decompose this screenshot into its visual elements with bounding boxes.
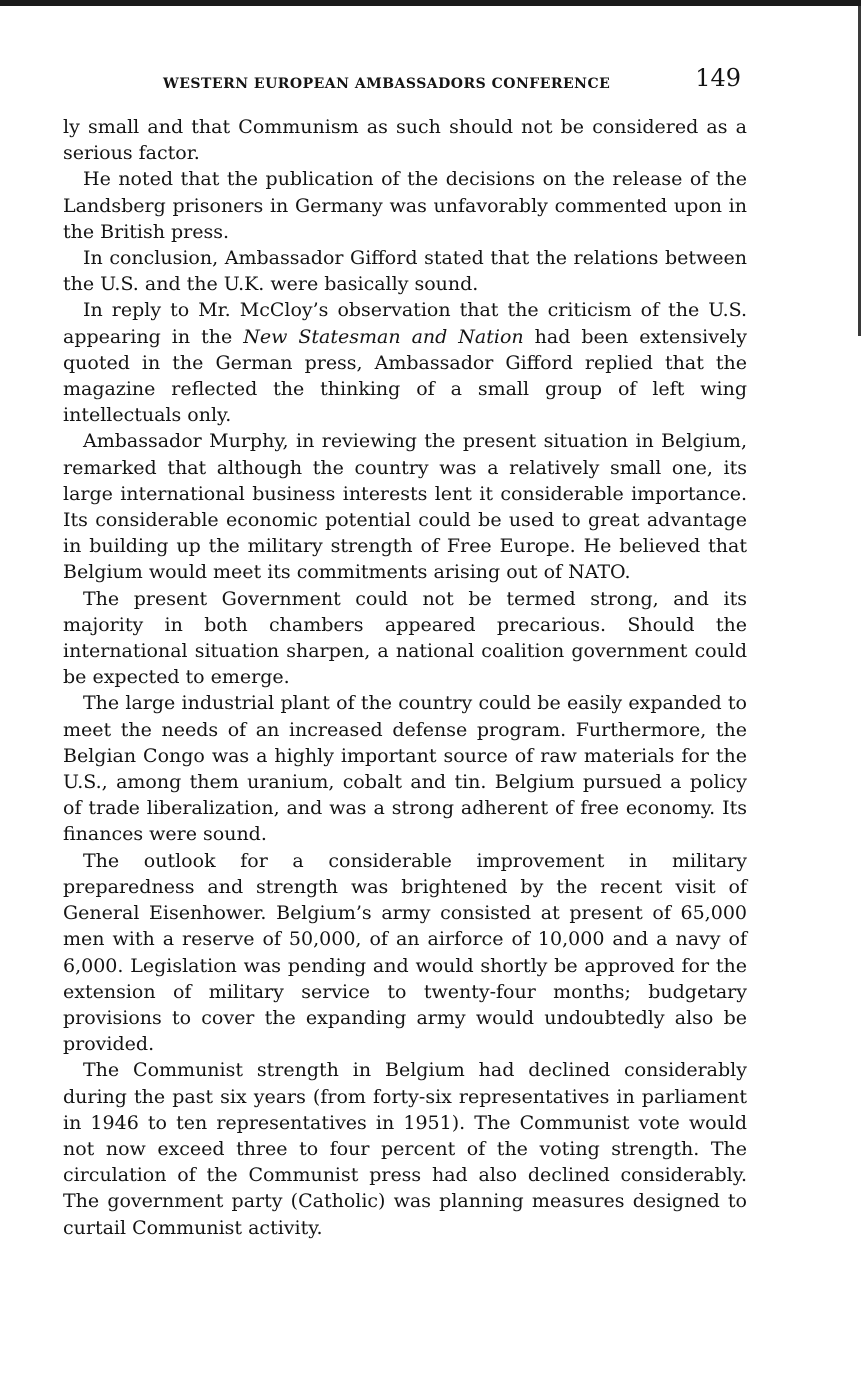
publication-title: New Statesman and Nation <box>243 325 524 348</box>
paragraph-government: The present Government could not be termed strong, and its majority in both chambers appeared precarious. Should the international situation sharpen, a national coalition government could be expected to emerge. <box>63 587 747 689</box>
page-top-border <box>0 0 861 6</box>
document-page <box>63 62 747 1241</box>
body-text <box>63 114 747 1241</box>
page-header <box>63 62 747 114</box>
paragraph-conclusion-gifford: In conclusion, Ambassador Gifford stated that the relations between the U.S. and the U.K. were basically sound. <box>63 247 747 296</box>
paragraph-military-preparedness: The outlook for a considerable improvement in military preparedness and strength was brightened by the recent visit of General Eisenhower. Belgium’s army consisted at present of 65,000 men with a reserve of 50,000, of an airforce of 10,000 and a navy of 6,000. Legislation was pending and would shortly be approved for the extension of military service to twenty-four months; budgetary provisions to cover the expanding army would undoubtedly also be provided. <box>63 849 747 1056</box>
paragraph-mccloy-reply <box>63 297 747 428</box>
paragraph-communist-strength: The Communist strength in Belgium had declined considerably during the past six years (from forty-six representatives in parliament in 1946 to ten representatives in 1951). The Communist vote would not now exceed three to four percent of the voting strength. The circulation of the Communist press had also declined considerably. The government party (Catholic) was planning measures designed to curtail Communist activity. <box>63 1059 747 1239</box>
paragraph-industrial-plant: The large industrial plant of the country could be easily expanded to meet the needs of an increased defense program. Furthermore, the Belgian Congo was a highly important source of raw materials for the U.S., among them uranium, cobalt and tin. Belgium pursued a policy of trade liberalization, and was a strong adherent of free economy. Its finances were sound. <box>63 692 747 846</box>
paragraph-murphy-belgium: Ambassador Murphy, in reviewing the present situation in Belgium, remarked that although the country was a relatively small one, its large international business interests lent it considerable importance. Its considerable economic potential could be used to great advantage in building up the military strength of Free Europe. He believed that Belgium would meet its commitments arising out of NATO. <box>63 430 747 584</box>
paragraph-continued: ly small and that Communism as such should not be considered as a serious factor. <box>63 116 747 165</box>
paragraph-mccloy-text-after: had been extensively quoted in the German press, Ambassador Gifford replied that the magazine reflected the thinking of a small group of left wing intellectuals only. <box>63 325 747 427</box>
paragraph-landsberg: He noted that the publication of the decisions on the release of the Landsberg prisoners in Germany was unfavorably commented upon in the British press. <box>63 168 747 243</box>
paragraph-mccloy-text-before: In reply to Mr. McCloy’s observation that the criticism of the U.S. appearing in the <box>63 299 747 348</box>
page-number: 149 <box>695 64 741 92</box>
running-title: WESTERN EUROPEAN AMBASSADORS CONFERENCE <box>163 76 611 92</box>
